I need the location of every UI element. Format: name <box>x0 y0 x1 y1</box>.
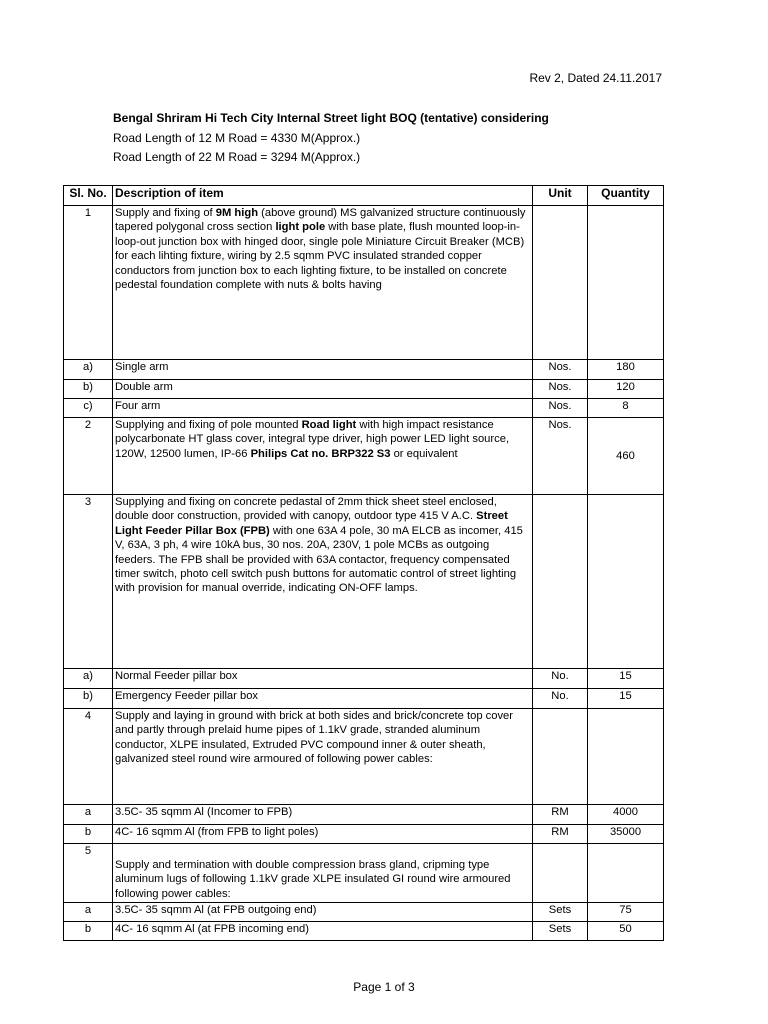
unit-cell: Nos. <box>533 418 588 495</box>
description-cell: Double arm <box>113 380 533 399</box>
sl-no-cell: b) <box>64 380 113 399</box>
sl-no-cell: 5 <box>64 844 113 903</box>
table-row <box>64 709 664 805</box>
description-cell: 3.5C- 35 sqmm Al (Incomer to FPB) <box>113 805 533 825</box>
description-cell: 3.5C- 35 sqmm Al (at FPB outgoing end) <box>113 903 533 922</box>
table-row <box>64 844 664 903</box>
page-number: Page 1 of 3 <box>353 980 415 994</box>
quantity-cell: 180 <box>588 360 664 380</box>
description-cell: Single arm <box>113 360 533 380</box>
unit-cell: No. <box>533 689 588 709</box>
description-cell: Emergency Feeder pillar box <box>113 689 533 709</box>
unit-cell <box>533 206 588 360</box>
description-cell: Normal Feeder pillar box <box>113 669 533 689</box>
description-cell: 4C- 16 sqmm Al (from FPB to light poles) <box>113 825 533 844</box>
quantity-cell <box>588 206 664 360</box>
sl-no-cell: 4 <box>64 709 113 805</box>
quantity-cell: 75 <box>588 903 664 922</box>
unit-cell: Sets <box>533 922 588 941</box>
col-header-description: Description of item <box>113 186 533 206</box>
table-row <box>64 922 664 941</box>
sl-no-cell: a <box>64 903 113 922</box>
unit-cell: Nos. <box>533 399 588 418</box>
quantity-cell: 15 <box>588 689 664 709</box>
sl-no-cell: 1 <box>64 206 113 360</box>
table-row <box>64 360 664 380</box>
boq-table <box>63 185 664 941</box>
description-cell: Supply and termination with double compression brass gland, cripming type aluminum lugs of following 1.1kV grade XLPE insulated GI round wire armoured following power cables: <box>113 844 533 903</box>
sl-no-cell: a) <box>64 669 113 689</box>
table-row <box>64 380 664 399</box>
unit-cell: Nos. <box>533 360 588 380</box>
unit-cell <box>533 844 588 903</box>
sl-no-cell: a <box>64 805 113 825</box>
document-title: Bengal Shriram Hi Tech City Internal Street light BOQ (tentative) considering <box>113 111 549 125</box>
description-cell: Four arm <box>113 399 533 418</box>
description-cell: 4C- 16 sqmm Al (at FPB incoming end) <box>113 922 533 941</box>
quantity-cell: 460 <box>588 418 664 495</box>
quantity-cell: 4000 <box>588 805 664 825</box>
table-row <box>64 399 664 418</box>
quantity-cell: 120 <box>588 380 664 399</box>
revision-date: Rev 2, Dated 24.11.2017 <box>529 71 662 85</box>
sl-no-cell: 2 <box>64 418 113 495</box>
description-cell: Supply and laying in ground with brick at both sides and brick/concrete top cover and partly through prelaid hume pipes of 1.1kV grade, stranded aluminum conductor, XLPE insulated, Extruded PVC compound inner & outer sheath, galvanized steel round wire armoured of following power cables: <box>113 709 533 805</box>
table-row <box>64 669 664 689</box>
sl-no-cell: c) <box>64 399 113 418</box>
sl-no-cell: b) <box>64 689 113 709</box>
unit-cell <box>533 709 588 805</box>
unit-cell: Nos. <box>533 380 588 399</box>
description-cell: Supplying and fixing of pole mounted Road light with high impact resistance polycarbonate HT glass cover, integral type driver, high power LED light source, 120W, 12500 lumen, IP-66 Philips Cat no. BRP322 S3 or equivalent <box>113 418 533 495</box>
unit-cell <box>533 495 588 669</box>
table-row <box>64 206 664 360</box>
road-length-12m: Road Length of 12 M Road = 4330 M(Approx.) <box>113 131 361 145</box>
table-row <box>64 903 664 922</box>
quantity-cell: 15 <box>588 669 664 689</box>
table-row <box>64 825 664 844</box>
description-cell: Supply and fixing of 9M high (above ground) MS galvanized structure continuously tapered polygonal cross section light pole with base plate, flush mounted loop-in-loop-out junction box with hinged door, single pole Miniature Circuit Breaker (MCB) for each lihting fixture, wiring by 2.5 sqmm PVC insulated stranded copper conductors from junction box to each lighting fixture, to be installed on concrete pedestal foundation complete with nuts & bolts having <box>113 206 533 360</box>
unit-cell: RM <box>533 825 588 844</box>
sl-no-cell: a) <box>64 360 113 380</box>
quantity-cell <box>588 844 664 903</box>
unit-cell: Sets <box>533 903 588 922</box>
quantity-cell: 50 <box>588 922 664 941</box>
sl-no-cell: b <box>64 825 113 844</box>
table-row <box>64 495 664 669</box>
unit-cell: RM <box>533 805 588 825</box>
sl-no-cell: 3 <box>64 495 113 669</box>
unit-cell: No. <box>533 669 588 689</box>
col-header-unit: Unit <box>533 186 588 206</box>
quantity-cell <box>588 495 664 669</box>
description-cell: Supplying and fixing on concrete pedastal of 2mm thick sheet steel enclosed, double door construction, provided with canopy, outdoor type 415 V A.C. Street Light Feeder Pillar Box (FPB) with one 63A 4 pole, 30 mA ELCB as incomer, 415 V, 63A, 3 ph, 4 wire 10kA bus, 30 nos. 20A, 230V, 1 pole MCBs as outgoing feeders. The FPB shall be provided with 63A contactor, frequency compensated timer switch, photo cell switch push buttons for automatic control of street lighting with provision for manual override, indicating ON-OFF lamps. <box>113 495 533 669</box>
table-row <box>64 418 664 495</box>
quantity-cell: 35000 <box>588 825 664 844</box>
quantity-cell: 8 <box>588 399 664 418</box>
col-header-quantity: Quantity <box>588 186 664 206</box>
col-header-sl-no: Sl. No. <box>64 186 113 206</box>
table-row <box>64 689 664 709</box>
table-row <box>64 805 664 825</box>
quantity-cell <box>588 709 664 805</box>
road-length-22m: Road Length of 22 M Road = 3294 M(Approx.) <box>113 150 361 164</box>
sl-no-cell: b <box>64 922 113 941</box>
table-header-row <box>64 186 664 206</box>
